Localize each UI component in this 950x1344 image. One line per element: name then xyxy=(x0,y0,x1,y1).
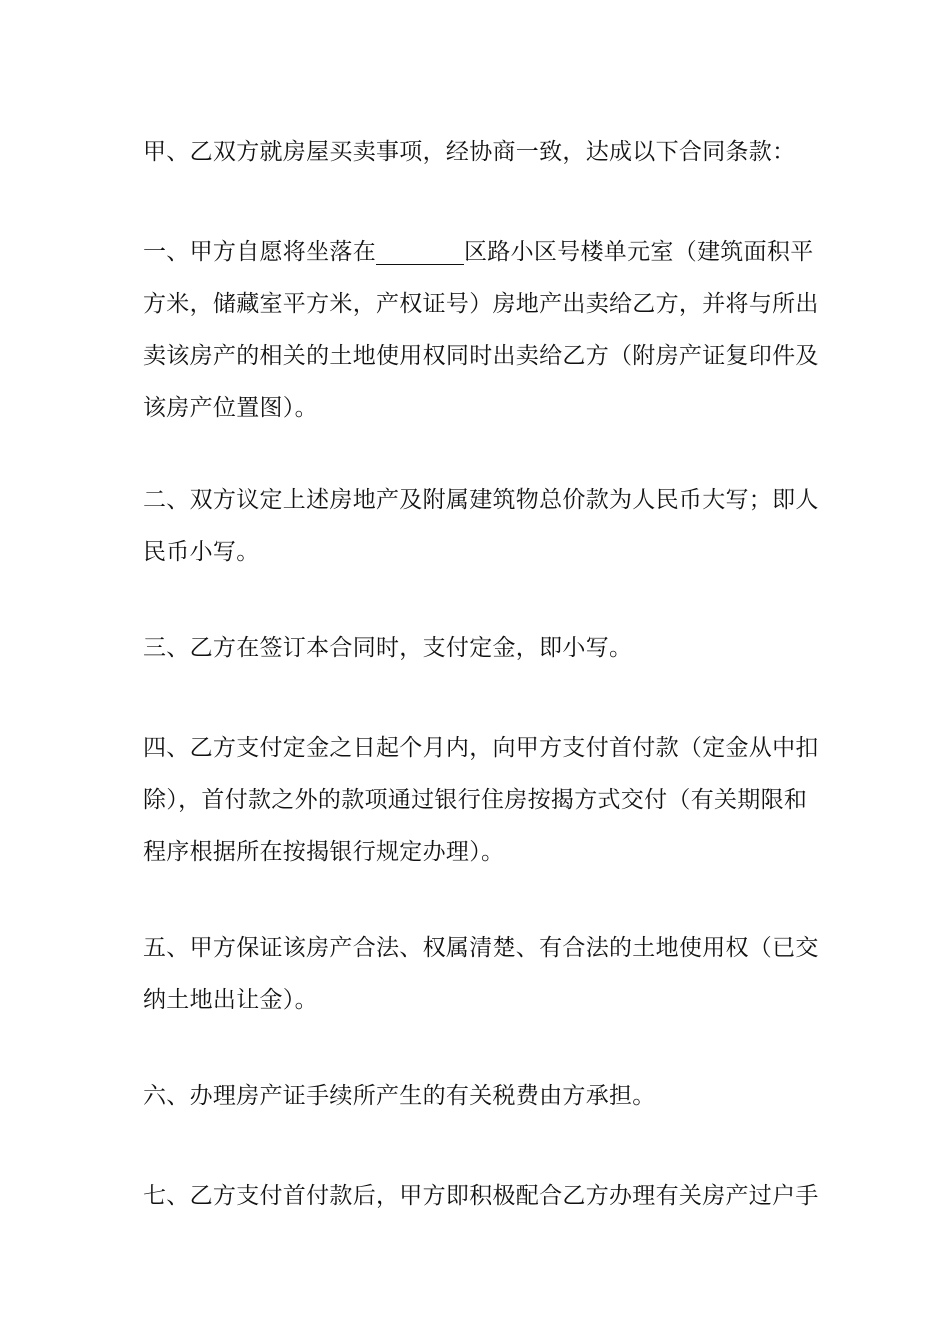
clause-1-line-2: 方米，储藏室平方米，产权证号）房地产出卖给乙方，并将与所出 xyxy=(143,291,819,317)
clause-6-paragraph xyxy=(143,1070,813,1122)
clause-1-text-before-blank: 一、甲方自愿将坐落在 xyxy=(143,239,376,265)
clause-6-line-1: 六、办理房产证手续所产生的有关税费由方承担。 xyxy=(143,1083,656,1109)
clause-1-paragraph xyxy=(143,226,819,434)
clause-5-line-1: 五、甲方保证该房产合法、权属清楚、有合法的土地使用权（已交 xyxy=(143,935,819,961)
clause-2-paragraph xyxy=(143,474,819,578)
clause-5-line-2: 纳土地出让金）。 xyxy=(143,987,318,1013)
clause-4-paragraph xyxy=(143,722,819,878)
clause-2-line-1: 二、双方议定上述房地产及附属建筑物总价款为人民币大写；即人 xyxy=(143,487,819,513)
clause-1-text-after-blank: 区路小区号楼单元室（建筑面积平 xyxy=(464,239,814,265)
address-blank-field xyxy=(376,234,464,265)
clause-1-line-4: 该房产位置图）。 xyxy=(143,395,318,421)
clause-1-line-1 xyxy=(143,226,813,278)
clause-4-line-1: 四、乙方支付定金之日起个月内，向甲方支付首付款（定金从中扣 xyxy=(143,735,819,761)
clause-3-paragraph xyxy=(143,622,813,674)
clause-4-line-2: 除），首付款之外的款项通过银行住房按揭方式交付（有关期限和 xyxy=(143,787,808,813)
clause-5-paragraph xyxy=(143,922,819,1026)
intro-text: 甲、乙双方就房屋买卖事项，经协商一致，达成以下合同条款： xyxy=(143,139,796,165)
intro-paragraph xyxy=(143,126,813,178)
clause-7-line-1: 七、乙方支付首付款后，甲方即积极配合乙方办理有关房产过户手 xyxy=(143,1183,819,1209)
clause-2-line-2: 民币小写。 xyxy=(143,539,260,565)
clause-4-line-3: 程序根据所在按揭银行规定办理）。 xyxy=(143,839,505,865)
clause-3-line-1: 三、乙方在签订本合同时，支付定金，即小写。 xyxy=(143,635,633,661)
clause-7-paragraph xyxy=(143,1170,819,1222)
clause-1-line-3: 卖该房产的相关的土地使用权同时出卖给乙方（附房产证复印件及 xyxy=(143,343,819,369)
